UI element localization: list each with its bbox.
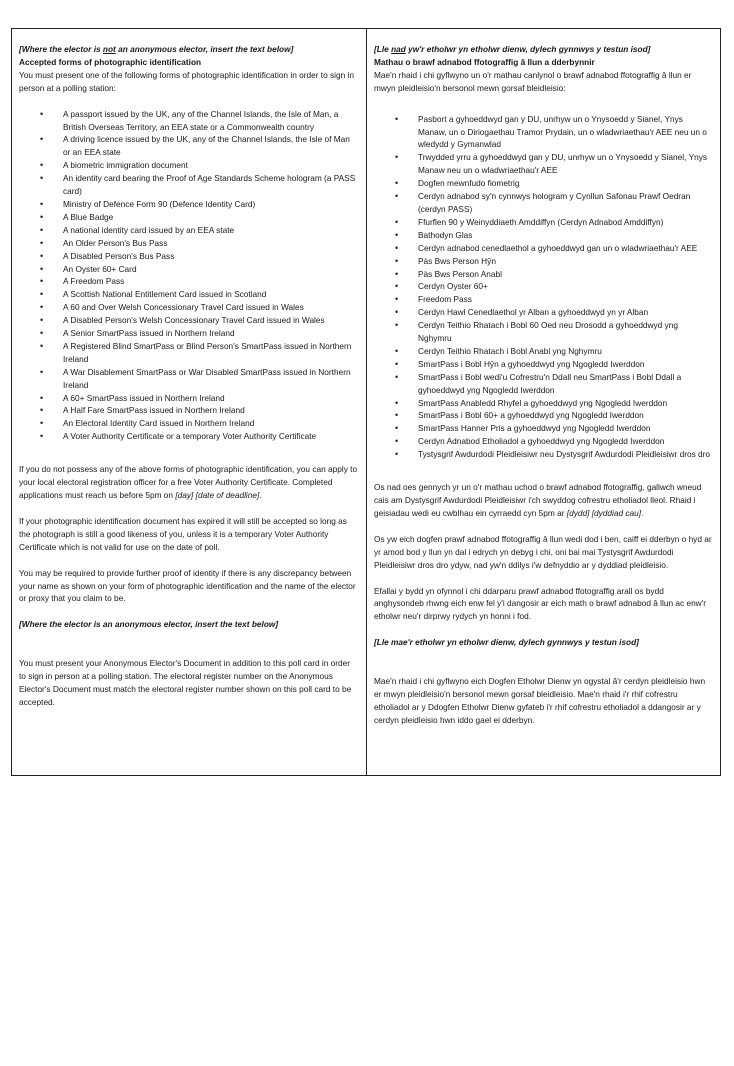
list-item: • Pàs Bws Person Hŷn	[374, 255, 713, 268]
list-item: • A Half Fare SmartPass issued in Northern Ireland	[19, 404, 359, 417]
list-item: • SmartPass Hanner Pris a gyhoeddwyd yng Ngogledd Iwerddon	[374, 422, 713, 435]
list-item: • SmartPass i Bobl Hŷn a gyhoeddwyd yng Ngogledd Iwerddon	[374, 358, 713, 371]
paragraph-text: Os nad oes gennych yr un o'r mathau uchod o brawf adnabod ffotograffig, gallwch wneud cais am Dystysgrif Awdurdodi Pleidleisiwr i'ch swyddog cofrestru etholiadol lleol. Rhaid i geisiadau wedi eu cwblhau ein cyrraedd cyn 5pm ar	[374, 482, 702, 518]
list-item: • An Electoral Identity Card issued in Northern Ireland	[19, 417, 359, 430]
list-item: • Cerdyn adnabod sy'n cynnwys hologram y Cynllun Safonau Prawf Oedran (cerdyn PASS)	[374, 190, 713, 216]
welsh-subheading: Mathau o brawf adnabod ffotograffig â llun a dderbynnir	[374, 56, 595, 67]
list-item: • A biometric immigration document	[19, 159, 359, 172]
heading-text: an anonymous elector, insert the text below]	[115, 44, 294, 54]
english-heading	[19, 43, 359, 56]
english-heading-anonymous: [Where the elector is an anonymous elector, insert the text below]	[19, 619, 279, 630]
english-paragraph-4: You must present your Anonymous Elector's Document in addition to this poll card in order to sign in person at a polling station. The electoral register number on the Anonymous Elector's Document must match the electoral register number shown on this poll card to be accepted.	[19, 658, 352, 707]
list-item: • SmartPass i Bobl 60+ a gyhoeddwyd yng Ngogledd Iwerddon	[374, 409, 713, 422]
list-item: • A national identity card issued by an EEA state	[19, 224, 359, 237]
english-column	[12, 29, 366, 775]
list-item: • Freedom Pass	[374, 293, 713, 306]
welsh-heading	[374, 43, 713, 56]
welsh-paragraph-3: Efallai y bydd yn ofynnol i chi ddarparu prawf adnabod ffotograffig arall os bydd anghysondeb rhwng eich enw fel y'i dangosir ar eich math o brawf adnabod â llun ac enw'r etholwr neu'r dirprwy rydych yn honni i fod.	[374, 585, 707, 622]
list-item: • Bathodyn Glas	[374, 229, 713, 242]
list-item: • Ffurflen 90 y Weinyddiaeth Amddiffyn (Cerdyn Adnabod Amddiffyn)	[374, 216, 713, 229]
list-item: • Ministry of Defence Form 90 (Defence Identity Card)	[19, 198, 359, 211]
heading-underlined-word: not	[102, 44, 116, 54]
welsh-paragraph-4: Mae'n rhaid i chi gyflwyno eich Dogfen Etholwr Dienw yn ogystal â'r cerdyn pleidleisio hwn er mwyn pleidleisio'n bersonol mewn gorsaf bleidleisio. Mae'n rhaid i'r rhif cofrestru etholiadol ar y Ddogfen Etholwr Dienw gyfateb i'r rhif cofrestru etholiadol a ddangosir ar y cerdyn pleidleisio hwn iddo gael ei dderbyn.	[374, 676, 706, 725]
list-item: • A Voter Authority Certificate or a temporary Voter Authority Certificate	[19, 430, 359, 443]
list-item: • Cerdyn Hawl Cenedlaethol yr Alban a gyhoeddwyd yn yr Alban	[374, 306, 713, 319]
welsh-heading-anonymous: [Lle mae'r etholwr yn etholwr dienw, dylech gynnwys y testun isod]	[374, 637, 639, 648]
list-item: • A passport issued by the UK, any of the Channel Islands, the Isle of Man, a British Overseas Territory, an EEA state or a Commonwealth country	[19, 108, 359, 134]
welsh-paragraph-2: Os yw eich dogfen prawf adnabod ffotograffig â llun wedi dod i ben, caiff ei dderbyn o hyd ar yr amod bod y llun yn dal i edrych yn debyg i chi, oni bai mai Tystysgrif Awdurdodi Pleidleisiwr dros dro ydyw, nad yw'n ddilys i'w defnyddio ar y dyddiad pleidleisio.	[374, 533, 712, 570]
heading-text: [Lle	[374, 44, 392, 54]
placeholder-text: [day] [date of deadline]	[175, 490, 260, 500]
english-intro: You must present one of the following forms of photographic identification in order to sign in person at a polling station:	[19, 69, 354, 93]
list-item: • An Older Person's Bus Pass	[19, 237, 359, 250]
list-item: • A driving licence issued by the UK, any of the Channel Islands, the Isle of Man or an EEA state	[19, 133, 359, 159]
paragraph-text: .	[259, 490, 262, 500]
list-item: • A Senior SmartPass issued in Northern Ireland	[19, 327, 359, 340]
bilingual-notice-table	[11, 28, 721, 776]
list-item: • A War Disablement SmartPass or War Disabled SmartPass issued in Northern Ireland	[19, 366, 359, 392]
paragraph-text: If you do not possess any of the above forms of photographic identification, you can apply to your local electoral registration officer for a free Voter Authority Certificate. Completed applications must reach us before 5pm on	[19, 464, 358, 500]
list-item: • A Disabled Person's Bus Pass	[19, 250, 359, 263]
list-item: • A Scottish National Entitlement Card issued in Scotland	[19, 288, 359, 301]
heading-text: [Where the elector is	[19, 44, 103, 54]
list-item: • Dogfen mewnfudo fiometrig	[374, 177, 713, 190]
welsh-paragraph-1	[374, 481, 713, 520]
list-item: • Pasbort a gyhoeddwyd gan y DU, unrhyw un o Ynysoedd y Sianel, Ynys Manaw, un o Diriogaethau Tramor Prydain, un o wladwriaethau'r AEE neu un o wledydd y Gymanwlad	[374, 113, 713, 152]
paragraph-text: .	[641, 507, 644, 518]
list-item: • A Blue Badge	[19, 211, 359, 224]
list-item: • Pàs Bws Person Anabl	[374, 268, 713, 281]
list-item: • Tystysgrif Awdurdodi Pleidleisiwr neu Dystysgrif Awdurdodi Pleidleisiwr dros dro	[374, 448, 713, 461]
list-item: • A Registered Blind SmartPass or Blind Person's SmartPass issued in Northern Ireland	[19, 340, 359, 366]
list-item: • A 60 and Over Welsh Concessionary Travel Card issued in Wales	[19, 301, 359, 314]
list-item: • Cerdyn Teithio Rhatach i Bobl 60 Oed neu Drosodd a gyhoeddwyd yng Nghymru	[374, 319, 713, 345]
welsh-intro: Mae'n rhaid i chi gyflwyno un o'r mathau canlynol o brawf adnabod ffotograffig â llun er mwyn pleidleisio'n bersonol mewn gorsaf bleidleisio:	[374, 69, 692, 93]
english-paragraph-3: You may be required to provide further proof of identity if there is any discrepancy between your name as shown on your form of photographic identification and the name of the elector or proxy that you claim to be.	[19, 567, 356, 604]
heading-underlined-word: nad	[391, 44, 406, 54]
heading-text: yw'r etholwr yn etholwr dienw, dylech gynnwys y testun isod]	[405, 44, 651, 54]
welsh-id-list	[374, 113, 713, 461]
list-item: • Cerdyn Adnabod Etholiadol a gyhoeddwyd yng Ngogledd Iwerddon	[374, 435, 713, 448]
list-item: • A Freedom Pass	[19, 275, 359, 288]
list-item: • A 60+ SmartPass issued in Northern Ireland	[19, 392, 359, 405]
list-item: • SmartPass i Bobl wedi'u Cofrestru'n Ddall neu SmartPass i Bobl Ddall a gyhoeddwyd yng Ngogledd Iwerddon	[374, 371, 713, 397]
english-id-list	[19, 108, 359, 444]
list-item: • Cerdyn Oyster 60+	[374, 280, 713, 293]
list-item: • SmartPass Anabledd Rhyfel a gyhoeddwyd yng Ngogledd Iwerddon	[374, 397, 713, 410]
list-item: • An identity card bearing the Proof of Age Standards Scheme hologram (a PASS card)	[19, 172, 359, 198]
english-paragraph-1	[19, 463, 359, 502]
english-subheading: Accepted forms of photographic identification	[19, 56, 202, 67]
list-item: • Cerdyn Teithio Rhatach i Bobl Anabl yng Nghymru	[374, 345, 713, 358]
list-item: • A Disabled Person's Welsh Concessionary Travel Card issued in Wales	[19, 314, 359, 327]
list-item: • Cerdyn adnabod cenedlaethol a gyhoeddwyd gan un o wladwriaethau'r AEE	[374, 242, 713, 255]
english-paragraph-2: If your photographic identification document has expired it will still be accepted so long as the photograph is still a good likeness of you, unless it is a temporary Voter Authority Certificate which is not valid for use on the date of poll.	[19, 515, 347, 552]
list-item: • Trwydded yrru a gyhoeddwyd gan y DU, unrhyw un o Ynysoedd y Sianel, Ynys Manaw neu un o wladwriaethau'r AEE	[374, 151, 713, 177]
welsh-column	[366, 29, 720, 775]
placeholder-text: [dydd] [dyddiad cau]	[566, 507, 642, 518]
list-item: • An Oyster 60+ Card	[19, 263, 359, 276]
